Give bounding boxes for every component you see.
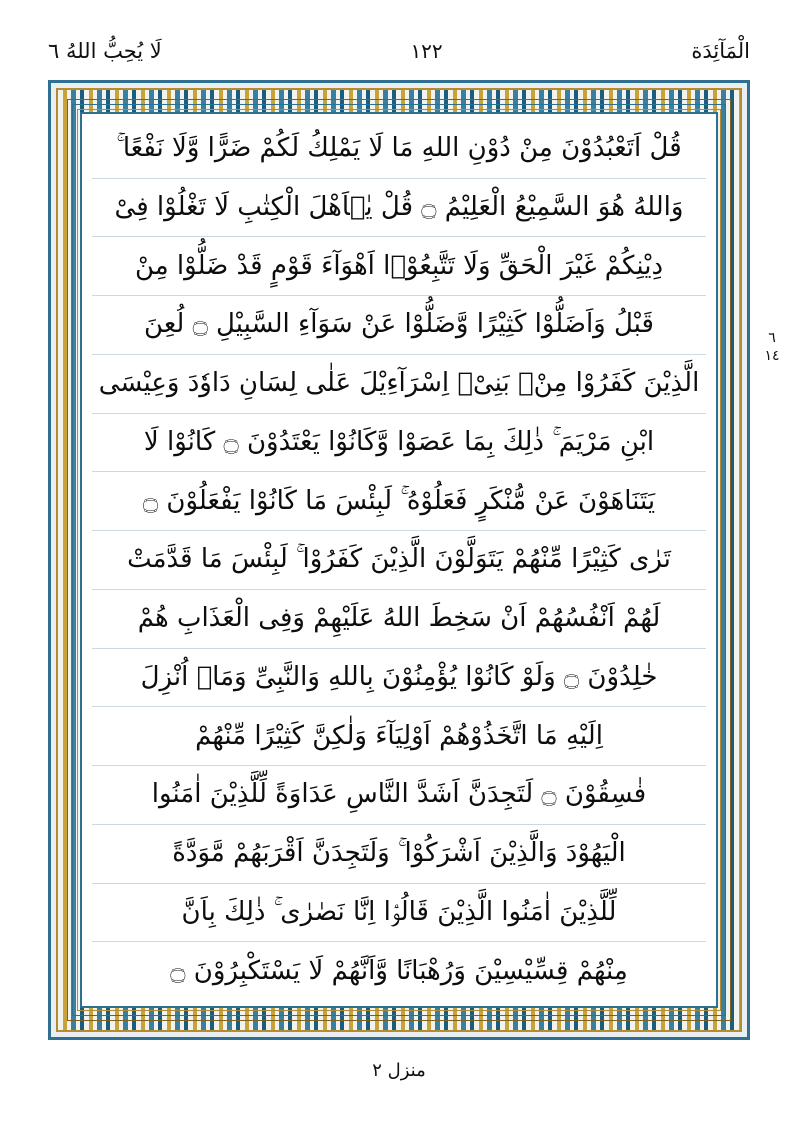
quran-line: خٰلِدُوْنَ ۝ وَلَوْ كَانُوْا يُؤْمِنُوْنَ بِاللهِ وَالنَّبِىِّ وَمَاۤ اُنْزِلَ bbox=[92, 649, 706, 708]
ruku-marker bbox=[758, 330, 786, 365]
quran-line: مِنْهُمْ قِسِّيْسِيْنَ وَرُهْبَانًا وَّاَنَّهُمْ لَا يَسْتَكْبِرُوْنَ ۝ bbox=[170, 955, 628, 986]
juz-name-label: لَا يُحِبُّ اللهُ ٦ bbox=[48, 38, 162, 63]
ruku-marker-line-2: ١٤ bbox=[764, 347, 780, 364]
quran-line: اِلَيْهِ مَا اتَّخَذُوْهُمْ اَوْلِيَآءَ وَلٰكِنَّ كَثِيْرًا مِّنْهُمْ bbox=[92, 707, 706, 766]
quran-line: يَتَنَاهَوْنَ عَنْ مُّنْكَرٍ فَعَلُوْهُ ۚ لَبِئْسَ مَا كَانُوْا يَفْعَلُوْنَ ۝ bbox=[92, 472, 706, 531]
quran-line: قُلْ اَتَعْبُدُوْنَ مِنْ دُوْنِ اللهِ مَا لَا يَمْلِكُ لَكُمْ ضَرًّا وَّلَا نَفْعًا ۚ bbox=[92, 120, 706, 179]
decorative-frame-outer bbox=[48, 80, 750, 1040]
quran-line: لِّلَّذِيْنَ اٰمَنُوا الَّذِيْنَ قَالُوْۤا اِنَّا نَصٰرٰى ۚ ذٰلِكَ بِاَنَّ bbox=[92, 884, 706, 943]
ruku-marker-line-1: ٦ bbox=[768, 330, 776, 346]
quran-line: الْيَهُوْدَ وَالَّذِيْنَ اَشْرَكُوْا ۚ وَلَتَجِدَنَّ اَقْرَبَهُمْ مَّوَدَّةً bbox=[92, 825, 706, 884]
quran-text-lines bbox=[82, 114, 716, 1006]
quran-line: لَهُمْ اَنْفُسُهُمْ اَنْ سَخِطَ اللهُ عَلَيْهِمْ وَفِى الْعَذَابِ هُمْ bbox=[92, 590, 706, 649]
page-footer: منزل ٢ bbox=[372, 1060, 426, 1081]
quran-line: دِيْنِكُمْ غَيْرَ الْحَقِّ وَلَا تَتَّبِعُوْۤا اَهْوَآءَ قَوْمٍ قَدْ ضَلُّوْا مِنْ bbox=[92, 237, 706, 296]
quran-line: الَّذِيْنَ كَفَرُوْا مِنْۢ بَنِىْۤ اِسْرَآءِيْلَ عَلٰى لِسَانِ دَاوٗدَ وَعِيْسَى bbox=[92, 355, 706, 414]
page-number-label: ١٢٢ bbox=[410, 39, 443, 63]
quran-line: فٰسِقُوْنَ ۝ لَتَجِدَنَّ اَشَدَّ النَّاسِ عَدَاوَةً لِّلَّذِيْنَ اٰمَنُوا bbox=[92, 766, 706, 825]
surah-name-label: الْمَآئِدَة bbox=[691, 38, 750, 63]
quran-line: ابْنِ مَرْيَمَ ۚ ذٰلِكَ بِمَا عَصَوْا وَّكَانُوْا يَعْتَدُوْنَ ۝ كَانُوْا لَا bbox=[92, 414, 706, 473]
quran-line: تَرٰى كَثِيْرًا مِّنْهُمْ يَتَوَلَّوْنَ الَّذِيْنَ كَفَرُوْا ۚ لَبِئْسَ مَا قَدَّمَتْ bbox=[92, 531, 706, 590]
quran-line: قَبْلُ وَاَضَلُّوْا كَثِيْرًا وَّضَلُّوْا عَنْ سَوَآءِ السَّبِيْلِ ۝ لُعِنَ bbox=[92, 296, 706, 355]
decorative-frame-band bbox=[56, 88, 742, 1032]
text-area bbox=[80, 112, 718, 1008]
page-header bbox=[48, 34, 750, 68]
quran-line: وَاللهُ هُوَ السَّمِيْعُ الْعَلِيْمُ ۝ قُلْ يٰۤاَهْلَ الْكِتٰبِ لَا تَغْلُوْا فِىْ bbox=[92, 179, 706, 238]
